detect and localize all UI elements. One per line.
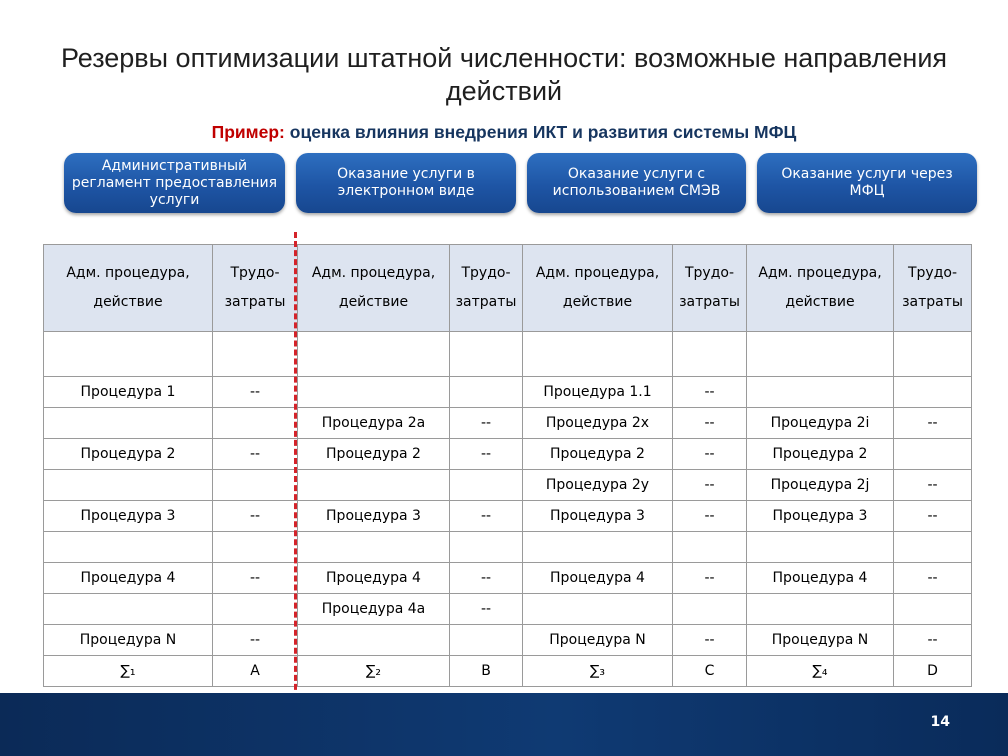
table-cell (894, 332, 972, 377)
pill-admin-regulation: Административный регламент предоставления услуги (64, 153, 285, 213)
header-cell: Адм. процедура, действие (298, 245, 450, 332)
table-cell: Процедура 3 (747, 501, 894, 532)
table-cell (673, 594, 747, 625)
table-cell: Процедура 2у (523, 470, 673, 501)
procedures-table (43, 244, 972, 687)
table-cell: Процедура 3 (523, 501, 673, 532)
table-cell (894, 532, 972, 563)
table-cell (44, 408, 213, 439)
table-cell (894, 594, 972, 625)
table-cell (298, 377, 450, 408)
table-cell (523, 532, 673, 563)
table-cell: -- (450, 501, 523, 532)
table-cell: Процедура 2а (298, 408, 450, 439)
table-cell: Процедура N (523, 625, 673, 656)
table-cell: -- (673, 470, 747, 501)
table-row (44, 332, 972, 377)
table-cell: Процедура 4 (747, 563, 894, 594)
table-cell: Процедура 2 (747, 439, 894, 470)
table-cell: -- (673, 377, 747, 408)
slide-title: Резервы оптимизации штатной численности: возможные направления действий (60, 43, 948, 106)
header-cell: Адм. процедура, действие (44, 245, 213, 332)
table-cell: Процедура 4 (298, 563, 450, 594)
table-cell: ∑₂ (298, 656, 450, 687)
table-cell: -- (213, 563, 298, 594)
table-cell: ∑₁ (44, 656, 213, 687)
table-cell (450, 377, 523, 408)
table-row (44, 439, 972, 470)
table-cell: Процедура 3 (298, 501, 450, 532)
table-row (44, 563, 972, 594)
footer-bar (0, 693, 1008, 756)
table-cell: Процедура N (44, 625, 213, 656)
table-cell (450, 532, 523, 563)
table-row (44, 501, 972, 532)
table-row (44, 377, 972, 408)
table-cell: Процедура 4а (298, 594, 450, 625)
table-cell (213, 532, 298, 563)
table-cell: -- (894, 563, 972, 594)
table-cell (298, 470, 450, 501)
table-cell: Процедура 2 (44, 439, 213, 470)
table-cell: Процедура 4 (523, 563, 673, 594)
table-cell (747, 377, 894, 408)
subtitle-prefix: Пример: (211, 122, 285, 142)
table-cell (747, 332, 894, 377)
table-row (44, 625, 972, 656)
table-cell (523, 594, 673, 625)
table-cell: Процедура 3 (44, 501, 213, 532)
table-cell (673, 332, 747, 377)
header-cell: Трудо-затраты (450, 245, 523, 332)
table-cell: -- (673, 408, 747, 439)
table-cell: ∑₃ (523, 656, 673, 687)
table-cell: -- (894, 501, 972, 532)
table-cell (213, 408, 298, 439)
table-cell (523, 332, 673, 377)
table-cell: Процедура 2х (523, 408, 673, 439)
table-cell: C (673, 656, 747, 687)
table-header-row (44, 245, 972, 332)
table-cell: Процедура 2 (523, 439, 673, 470)
table-cell: B (450, 656, 523, 687)
table-cell: -- (450, 563, 523, 594)
table-cell: D (894, 656, 972, 687)
table-row (44, 532, 972, 563)
table-cell (44, 594, 213, 625)
table-cell: A (213, 656, 298, 687)
table-cell (213, 332, 298, 377)
table-cell: -- (673, 439, 747, 470)
table-cell (298, 332, 450, 377)
table-cell: Процедура 4 (44, 563, 213, 594)
header-cell: Трудо-затраты (673, 245, 747, 332)
table-cell: -- (450, 594, 523, 625)
table-cell: -- (894, 625, 972, 656)
table-cell (747, 594, 894, 625)
table-cell (747, 532, 894, 563)
table-cell: Процедура 2 (298, 439, 450, 470)
table-cell: Процедура 1 (44, 377, 213, 408)
table-cell (298, 625, 450, 656)
table-cell: -- (894, 470, 972, 501)
pill-smev-service: Оказание услуги с использованием СМЭВ (527, 153, 746, 213)
header-cell: Адм. процедура, действие (747, 245, 894, 332)
table-cell (213, 470, 298, 501)
table-row (44, 594, 972, 625)
header-cell: Трудо-затраты (894, 245, 972, 332)
table-cell (450, 625, 523, 656)
table-cell (894, 377, 972, 408)
table-cell: Процедура 1.1 (523, 377, 673, 408)
table-cell (213, 594, 298, 625)
table-row (44, 656, 972, 687)
table-cell (298, 532, 450, 563)
table-cell: Процедура N (747, 625, 894, 656)
table-cell: -- (213, 501, 298, 532)
table-cell: -- (213, 377, 298, 408)
pill-mfc-service: Оказание услуги через МФЦ (757, 153, 977, 213)
table-cell: -- (673, 563, 747, 594)
divider-dashed-line (294, 232, 297, 708)
table-cell: Процедура 2j (747, 470, 894, 501)
table-cell: -- (213, 439, 298, 470)
table-cell (44, 470, 213, 501)
table-cell: -- (673, 501, 747, 532)
table-cell: -- (450, 439, 523, 470)
table-row (44, 408, 972, 439)
table-row (44, 470, 972, 501)
header-cell: Адм. процедура, действие (523, 245, 673, 332)
table-cell (44, 332, 213, 377)
table-cell: -- (673, 625, 747, 656)
table-cell (450, 332, 523, 377)
table-cell (673, 532, 747, 563)
table-cell (44, 532, 213, 563)
subtitle-text: оценка влияния внедрения ИКТ и развития системы МФЦ (284, 122, 797, 142)
table-cell: -- (213, 625, 298, 656)
table-cell (450, 470, 523, 501)
table-cell: -- (450, 408, 523, 439)
table-cell (894, 439, 972, 470)
header-cell: Трудо-затраты (213, 245, 298, 332)
pill-electronic-service: Оказание услуги в электронном виде (296, 153, 516, 213)
table-cell: -- (894, 408, 972, 439)
page-number: 14 (930, 714, 950, 730)
table-cell: ∑₄ (747, 656, 894, 687)
slide-subtitle (0, 122, 1008, 143)
table-cell: Процедура 2i (747, 408, 894, 439)
